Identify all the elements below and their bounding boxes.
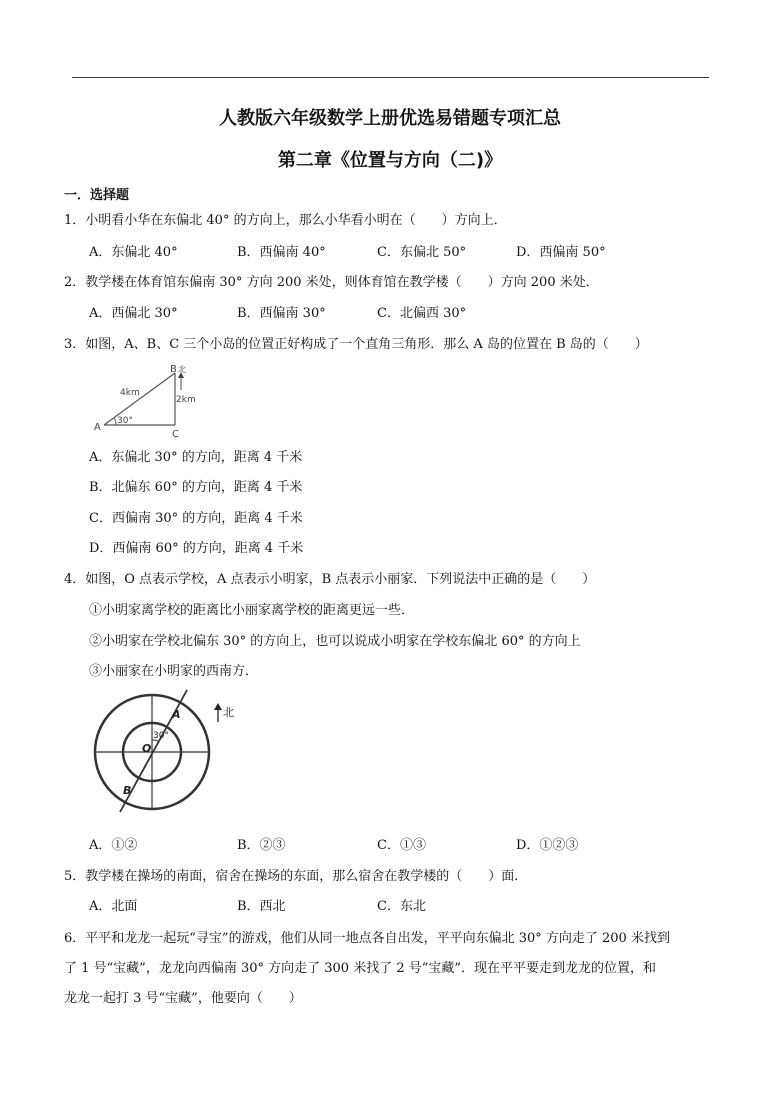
q3-option-c[interactable]: C．西偏南 30° 的方向，距离 4 千米 (89, 511, 303, 526)
page-title: 人教版六年级数学上册优选易错题专项汇总 (219, 108, 561, 129)
q2-option-a[interactable]: A．西偏北 30° (89, 306, 178, 321)
question-1-stem: 1．小明看小华在东偏北 40° 的方向上，那么小华看小明在（ ）方向上． (64, 213, 507, 228)
q3-option-b[interactable]: B．北偏东 60° 的方向，距离 4 千米 (89, 480, 303, 495)
question-6-line-2: 了 1 号“宝藏”，龙龙向西偏南 30° 方向走了 300 米找了 2 号“宝藏”．现在平平要走到龙龙的位置，和 (64, 961, 657, 976)
question-6-line-1: 6．平平和龙龙一起玩“寻宝”的游戏，他们从同一地点各自出发，平平向东偏北 30° 方向走了 200 米找到 (64, 931, 670, 946)
q5-option-b[interactable]: B．西北 (237, 899, 286, 914)
q1-option-c[interactable]: C．东偏北 50° (377, 245, 467, 260)
q3-option-d[interactable]: D．西偏南 60° 的方向，距离 4 千米 (89, 541, 304, 556)
triangle-figure (90, 362, 196, 440)
q1-option-d[interactable]: D．西偏南 50° (516, 245, 606, 260)
q3-option-a[interactable]: A．东偏北 30° 的方向，距离 4 千米 (89, 450, 303, 465)
q4-statement-1: ①小明家离学校的距离比小丽家离学校的距离更远一些． (89, 603, 415, 618)
question-4-stem: 4．如图，O 点表示学校，A 点表示小明家，B 点表示小丽家．下列说法中正确的是（ ） (64, 572, 596, 587)
q4-statement-2: ②小明家在学校北偏东 30° 的方向上，也可以说成小明家在学校东偏北 60° 的方向上 (89, 634, 581, 649)
section-heading: 一．选择题 (64, 188, 130, 203)
hypotenuse-label: 4km (120, 388, 140, 398)
angle-label: 30° (117, 416, 133, 426)
north-arrow-head (214, 703, 222, 710)
q2-option-b[interactable]: B．西偏南 30° (237, 306, 326, 321)
point-label-a: A (172, 708, 181, 721)
angle-arc (114, 418, 116, 425)
q4-option-c[interactable]: C．①③ (377, 838, 426, 853)
q2-option-c[interactable]: C．北偏西 30° (377, 306, 467, 321)
vertex-label-a: A (94, 422, 101, 433)
point-label-o: O (142, 742, 152, 755)
vertex-label-b: B (170, 364, 177, 375)
side-label: 2km (176, 395, 196, 405)
point-label-b: B (123, 784, 132, 797)
chapter-title: 第二章《位置与方向（二)》 (277, 150, 503, 171)
q1-option-b[interactable]: B．西偏南 40° (237, 245, 326, 260)
question-6-line-3: 龙龙一起打 3 号“宝藏”，他要向（ ） (64, 991, 302, 1006)
angle-label: 30° (153, 731, 169, 741)
q4-option-a[interactable]: A．①② (89, 838, 138, 853)
question-3-stem: 3．如图，A、B、C 三个小岛的位置正好构成了一个直角三角形．那么 A 岛的位置在 B 岛的（ ） (64, 337, 648, 352)
q4-option-b[interactable]: B．②③ (237, 838, 286, 853)
header-rule (72, 77, 709, 78)
north-label: 北 (178, 365, 186, 374)
q5-option-c[interactable]: C．东北 (377, 899, 426, 914)
q4-option-d[interactable]: D．①②③ (516, 838, 579, 853)
triangle-hypotenuse (104, 373, 175, 425)
north-label: 北 (223, 706, 234, 719)
question-5-stem: 5．教学楼在操场的南面，宿舍在操场的东面，那么宿舍在教学楼的（ ）面． (64, 869, 528, 884)
concentric-circles-figure (90, 694, 250, 826)
q1-option-a[interactable]: A．东偏北 40° (89, 245, 178, 260)
q4-statement-3: ③小丽家在小明家的西南方． (89, 664, 259, 679)
question-2-stem: 2．教学楼在体育馆东偏南 30° 方向 200 米处，则体育馆在教学楼（ ）方向 200 米处． (64, 275, 599, 290)
q5-option-a[interactable]: A．北面 (89, 899, 138, 914)
vertex-label-c: C (172, 429, 179, 440)
